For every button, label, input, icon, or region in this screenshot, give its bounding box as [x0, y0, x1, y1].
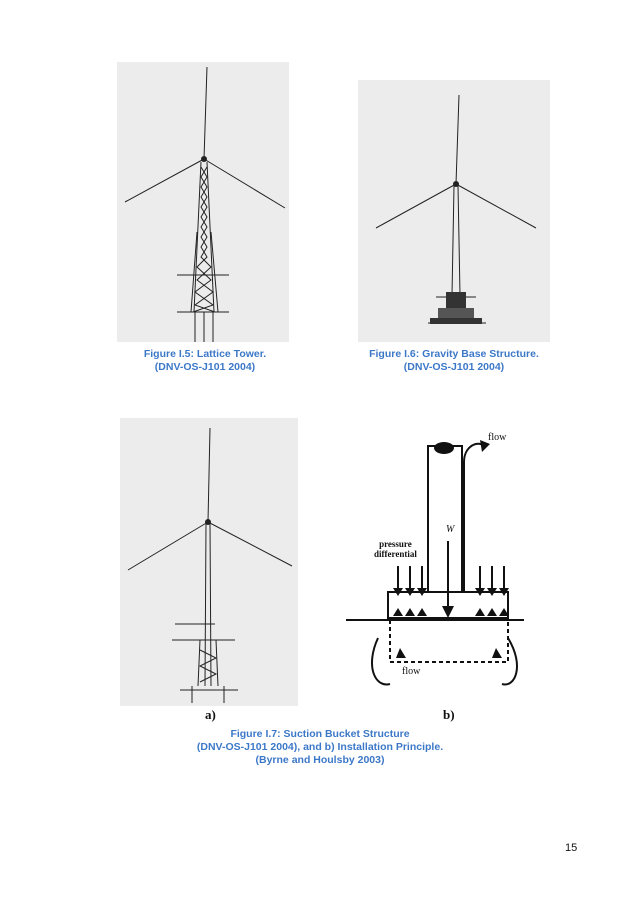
figure-i5-caption-line2: (DNV-OS-J101 2004) — [154, 361, 256, 373]
figure-i6-image — [358, 80, 550, 342]
figure-i7a-image — [120, 418, 298, 706]
figure-i5-image — [117, 62, 289, 342]
flow-top-label: flow — [488, 432, 507, 443]
figure-i7-caption-line2: (DNV-OS-J101 2004), and b) Installation Principle. — [196, 741, 444, 753]
panel-b-label: b) — [443, 707, 455, 722]
flow-bottom-label: flow — [402, 666, 421, 677]
figure-i7b-diagram — [340, 426, 530, 710]
gravity-base-drawing — [358, 80, 550, 342]
figure-i5-caption-line1: Figure I.5: Lattice Tower. — [143, 348, 267, 360]
installation-principle-drawing — [340, 426, 530, 710]
figure-i7-caption-line1: Figure I.7: Suction Bucket Structure — [230, 728, 410, 740]
pressure-label-line1: pressure — [379, 539, 412, 549]
figure-i7-caption — [180, 728, 460, 767]
panel-a-label: a) — [205, 707, 216, 722]
figure-i6-caption-line2: (DNV-OS-J101 2004) — [403, 361, 505, 373]
page-number: 15 — [565, 842, 578, 854]
lattice-tower-drawing — [117, 62, 289, 342]
figure-i6-caption — [368, 348, 540, 374]
figure-i5-caption — [130, 348, 280, 374]
weight-label: W — [446, 524, 455, 535]
pressure-label-line2: differential — [374, 549, 417, 559]
figure-i7-caption-line3: (Byrne and Houlsby 2003) — [255, 754, 385, 766]
figure-i6-caption-line1: Figure I.6: Gravity Base Structure. — [369, 348, 539, 360]
pressure-differential-label — [374, 539, 417, 559]
suction-bucket-drawing — [120, 418, 298, 706]
